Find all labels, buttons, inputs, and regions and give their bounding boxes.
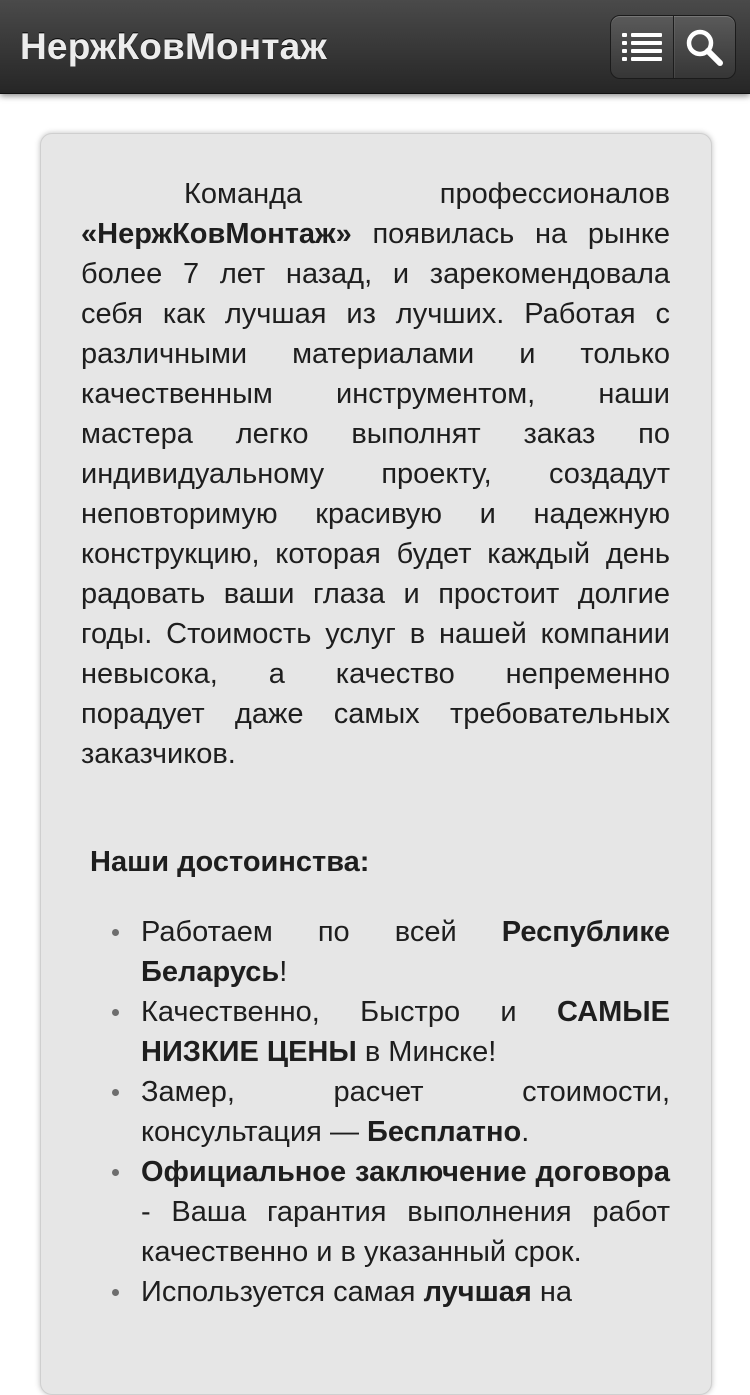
item-bold-text: САМЫЕ НИЗКИЕ ЦЕНЫ — [141, 996, 670, 1068]
list-item — [141, 1152, 670, 1272]
item-text: Качественно, Быстро и — [141, 996, 557, 1028]
item-text: ! — [279, 956, 288, 988]
intro-text-start: Команда профессионалов — [184, 178, 670, 210]
advantages-heading: Наши достоинства: — [90, 846, 370, 878]
item-bold-text: Республике Беларусь — [141, 916, 670, 988]
intro-text-rest: появилась на рынке более 7 лет назад, и зарекомендовала себя как лучшая из лучших. Работая с различными материалами и только качественным инструментом, наши мастера легко выполнят заказ по индивидуальному проекту, создадут неповторимую красивую и надежную конструкцию, которая будет каждый день радовать ваши глаза и простоит долгие годы. Стоимость услуг в нашей компании невысока, а качество непременно порадует даже самых требовательных заказчиков. — [81, 218, 670, 770]
item-bold-text: Официальное заключение договора — [141, 1156, 670, 1188]
advantages-list — [141, 912, 670, 1312]
list-item — [141, 912, 670, 992]
item-text: Используется самая — [141, 1276, 424, 1308]
item-text: Замер, расчет стоимости, консультация — — [141, 1076, 670, 1148]
list-item — [141, 1072, 670, 1152]
site-title[interactable]: НержКовМонтаж — [20, 26, 327, 67]
list-icon — [622, 32, 662, 62]
intro-paragraph — [81, 174, 670, 774]
content-card — [40, 133, 712, 1395]
item-text: - Ваша гарантия выполнения работ качественно и в указанный срок. — [141, 1196, 670, 1268]
item-text: на — [531, 1276, 572, 1308]
list-item — [141, 992, 670, 1072]
menu-button[interactable] — [611, 16, 673, 78]
search-icon — [685, 28, 723, 66]
item-bold-text: лучшая — [423, 1276, 532, 1308]
item-text: Работаем по всей — [141, 916, 502, 948]
header-button-group — [610, 15, 736, 79]
item-text: в Минске! — [356, 1036, 497, 1068]
intro-company-name: «НержКовМонтаж» — [81, 218, 352, 250]
search-button[interactable] — [673, 16, 736, 78]
item-bold-text: Бесплатно — [367, 1116, 522, 1148]
list-item — [141, 1272, 670, 1312]
top-navigation-bar — [0, 0, 750, 94]
item-text: . — [521, 1116, 530, 1148]
